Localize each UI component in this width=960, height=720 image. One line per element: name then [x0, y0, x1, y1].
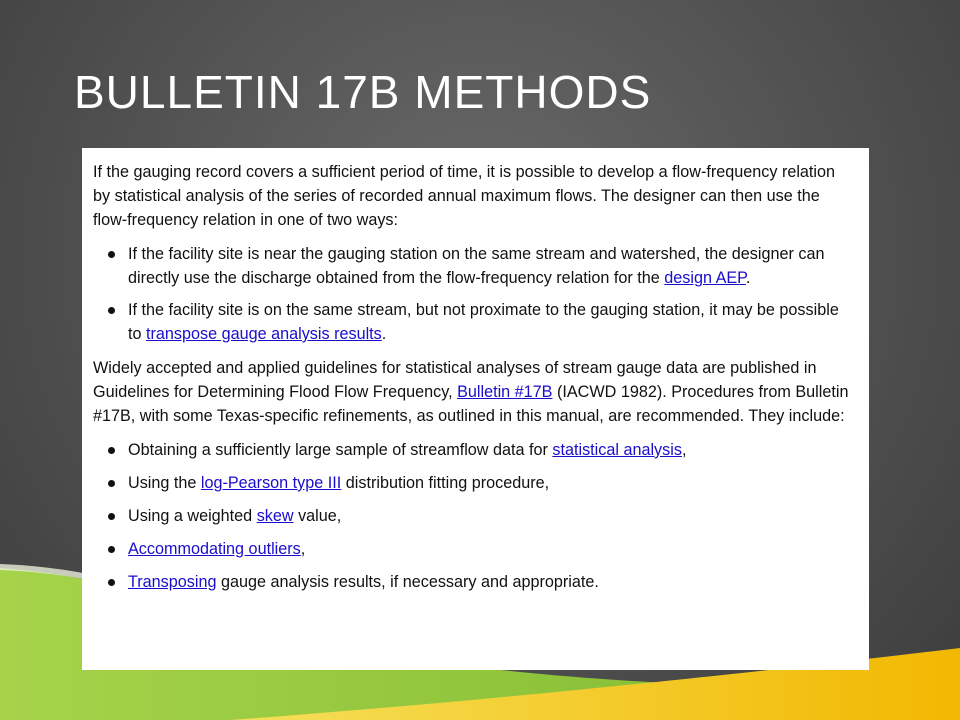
list-item: Obtaining a sufficiently large sample of streamflow data for statistical analysis,: [128, 438, 855, 462]
list-item: Transposing gauge analysis results, if necessary and appropriate.: [128, 570, 855, 594]
guidelines-paragraph: Widely accepted and applied guidelines for statistical analyses of stream gauge data are published in Guidelines for Determining Flood Flow Frequency, Bulletin #17B (IACWD 1982). Procedures from Bulletin #17B, with some Texas-specific refinements, as outlined in this manual, are recommended. They include:: [93, 359, 849, 425]
bullet-icon: [108, 251, 115, 258]
bullet-icon: [108, 513, 115, 520]
bullet-icon: [108, 307, 115, 314]
list-item: Accommodating outliers,: [128, 537, 855, 561]
bullet-icon: [108, 579, 115, 586]
log-pearson-link[interactable]: log-Pearson type III: [200, 474, 342, 492]
list-item: Using a weighted skew value,: [128, 504, 855, 528]
design-aep-link[interactable]: design AEP: [664, 269, 746, 287]
procedures-list: [93, 438, 855, 594]
transposing-link[interactable]: Transposing: [128, 573, 217, 591]
list-item: Using the log-Pearson type III distribution fitting procedure,: [128, 471, 855, 495]
content-panel: [82, 148, 869, 670]
list-item: If the facility site is on the same stream, but not proximate to the gauging station, it may be possible to transpose gauge analysis results.: [128, 298, 855, 346]
bullet-icon: [108, 480, 115, 487]
list-item: If the facility site is near the gauging station on the same stream and watershed, the designer can directly use the discharge obtained from the flow-frequency relation for the design AEP.: [128, 242, 855, 290]
accommodating-outliers-link[interactable]: Accommodating outliers: [128, 540, 301, 558]
slide-title: BULLETIN 17B METHODS: [74, 66, 652, 118]
skew-link[interactable]: skew: [256, 507, 294, 525]
bulletin-17b-link[interactable]: Bulletin #17B: [457, 383, 553, 401]
bullet-icon: [108, 447, 115, 454]
transpose-results-link[interactable]: transpose gauge analysis results: [146, 325, 382, 343]
intro-paragraph: If the gauging record covers a sufficient period of time, it is possible to develop a flow-frequency relation by statistical analysis of the series of recorded annual maximum flows. The designer can then use the flow-frequency relation in one of two ways:: [93, 163, 836, 229]
usage-ways-list: [93, 242, 855, 346]
bullet-icon: [108, 546, 115, 553]
statistical-analysis-link[interactable]: statistical analysis: [552, 441, 682, 459]
